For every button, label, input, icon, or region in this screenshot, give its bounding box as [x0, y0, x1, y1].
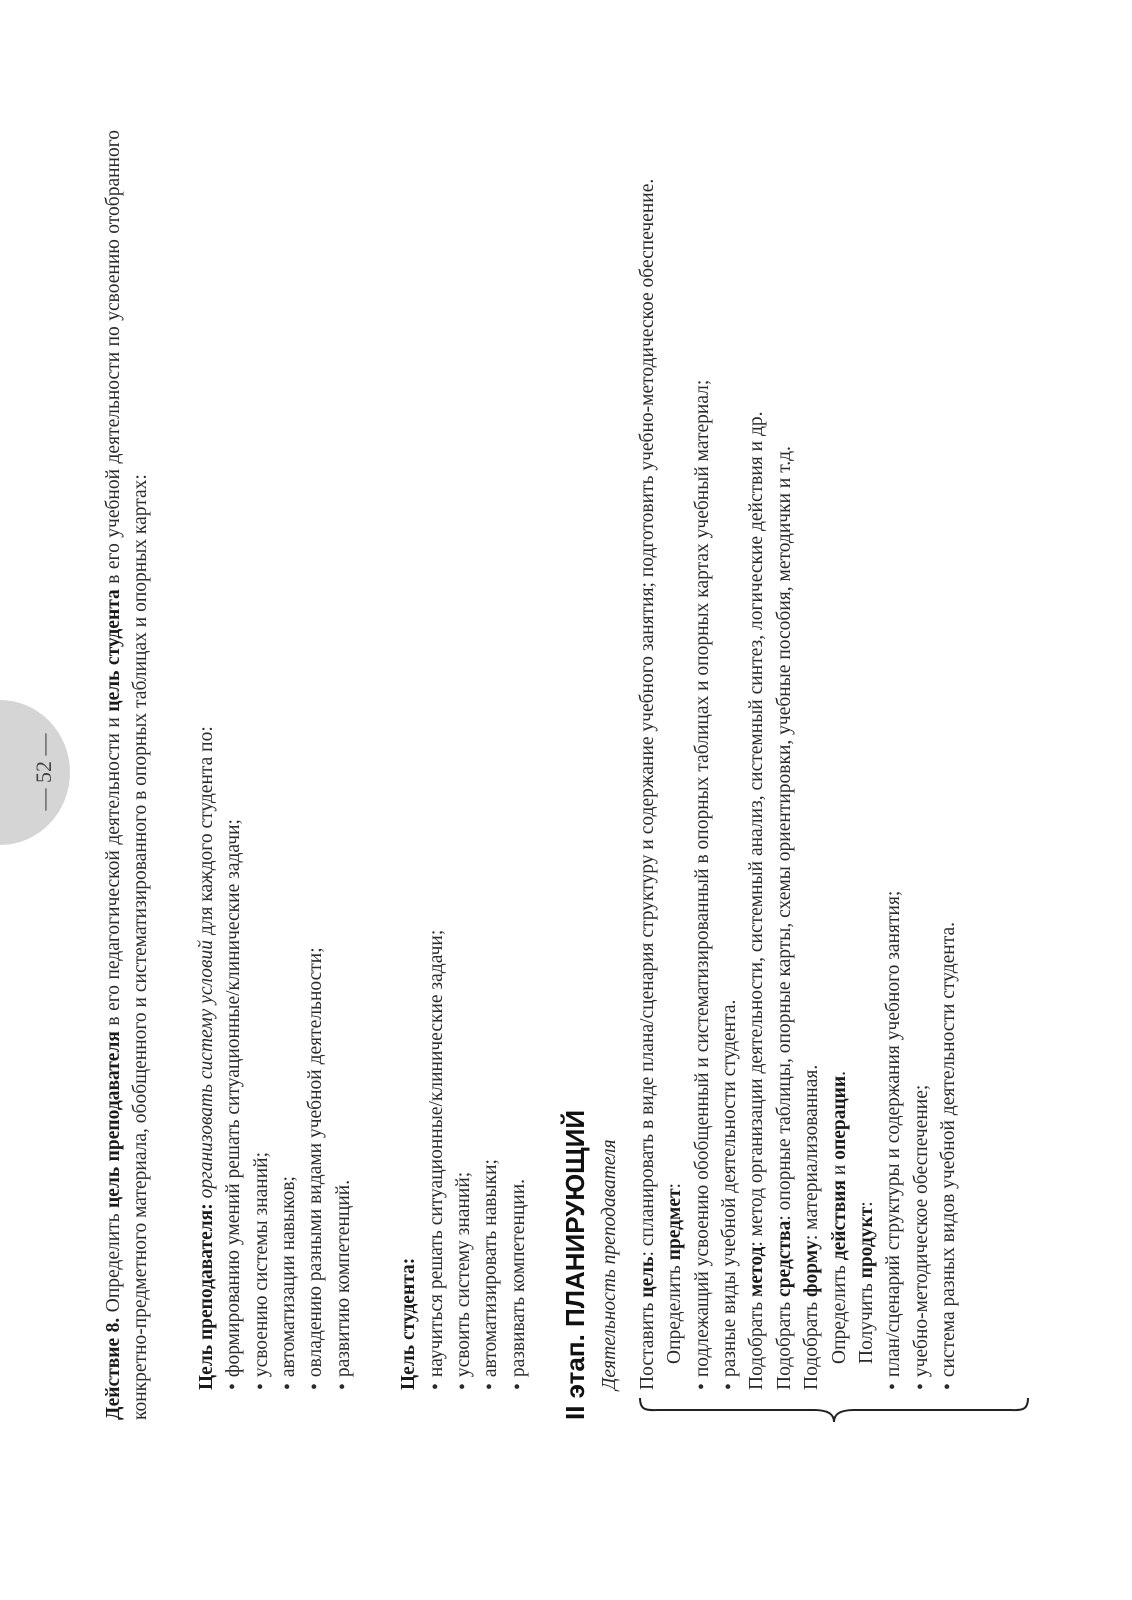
- list-item: • план/сценарий структуры и содержания учебного занятия;: [880, 130, 907, 1390]
- stage2-block: [634, 130, 963, 1390]
- list-item: • подлежащий усвоению обобщенный и систематизированный в опорных таблицах и опорных картах учебный материал;: [689, 130, 716, 1390]
- stage2-method: Подобрать метод: метод организации деятельности, системный анализ, системный синтез, логические действия и др.: [746, 411, 768, 1390]
- document-page: — 52 — Действие 8. Определить цель преподавателя в его педагогической деятельности и цель студента в его учебной деятельности по усвоению отобранного конкретно-предметного материала, обобщенного и систематизированного в опорных таблицах и опорных картах: Цель преподавателя: организовать систему условий для каждого студента по: • формированию умений решать ситуационные/клинические задачи; • усвоению системы знаний; • автоматизации навыков; • овладению разными видами учебной деятельности; • развитию компетенций. Цель студента: • научиться решать ситуационные/клинические задачи; • усвоить систему знаний; • автоматизировать навыки; • развивать компетенции. II этап. ПЛАНИРУЮЩИЙ Деятельность преподавателя Поставить цель: спланировать в виде плана/сценария структуру и содержание учебного занятия; подготовить учебно-методическое обеспечение. Определить предмет: • подлежащий усвоению обобщенный и систематизированный в опорных таблицах и опорных картах учебный материал; • разные виды учебной деятельности студента. Подобрать метод: метод организации деятельности, системный анализ, системный синтез, логические действия и др. Подобрать средства: опорные таблицы, опорные карты, схемы ориентировки, учебные пособия, методички и т.д. Подобрать форму: материализованная. Определить действия и операции. Получить продукт: • план/сценарий структуры и содержания учебного занятия; • учебно-методическое обеспечение; • система разных видов учебной деятельности студента.: [0, 0, 1132, 1600]
- list-item: • развитию компетенций.: [330, 130, 357, 1390]
- stage2-means: Подобрать средства: опорные таблицы, опорные карты, схемы ориентировки, учебные пособия, методички и т.д.: [773, 446, 795, 1390]
- stage-subheading: Деятельность преподавателя: [599, 1139, 621, 1390]
- list-item: • автоматизации навыков;: [275, 130, 302, 1390]
- teacher-goal-section: [193, 130, 357, 1390]
- list-item: • овладению разными видами учебной деятельности;: [302, 130, 329, 1390]
- stage2-actions: Определить действия и операции.: [828, 1070, 850, 1364]
- stage2-form: Подобрать форму: материализованная.: [801, 1064, 823, 1390]
- list-item: • учебно-методическое обеспечение;: [908, 130, 935, 1390]
- rotated-content: [100, 130, 1000, 1420]
- stage-heading: II этап. ПЛАНИРУЮЩИЙ: [560, 1109, 591, 1420]
- list-item: • усвоить систему знаний;: [450, 130, 477, 1390]
- student-goal-section: [395, 130, 532, 1390]
- action8-lead: Действие 8.: [103, 1317, 124, 1420]
- stage2-goal: Поставить цель: спланировать в виде плана/сценария структуру и содержание учебного занятия; подготовить учебно-методическое обеспечение.: [636, 178, 658, 1390]
- list-item: • научиться решать ситуационные/клинические задачи;: [423, 130, 450, 1390]
- list-item: • усвоению системы знаний;: [248, 130, 275, 1390]
- list-item: • разные виды учебной деятельности студента.: [716, 130, 743, 1390]
- list-item: • развивать компетенции.: [505, 130, 532, 1390]
- curly-brace-icon: [638, 1394, 1030, 1424]
- list-item: • система разных видов учебной деятельности студента.: [935, 130, 962, 1390]
- stage2-product: Получить продукт:: [855, 1201, 877, 1364]
- list-item: • автоматизировать навыки;: [477, 130, 504, 1390]
- action8-paragraph: Действие 8. Определить цель преподавателя в его педагогической деятельности и цель студента в его учебной деятельности по усвоению отобранного конкретно-предметного материала, обобщенного и систематизированного в опорных таблицах и опорных картах:: [103, 129, 152, 1420]
- teacher-goal-title: Цель преподавателя: организовать систему условий для каждого студента по:: [195, 726, 217, 1390]
- list-item: • формированию умений решать ситуационные/клинические задачи;: [220, 130, 247, 1390]
- student-goal-title: Цель студента:: [398, 1257, 420, 1390]
- stage2-subject: Определить предмет:: [664, 1183, 686, 1364]
